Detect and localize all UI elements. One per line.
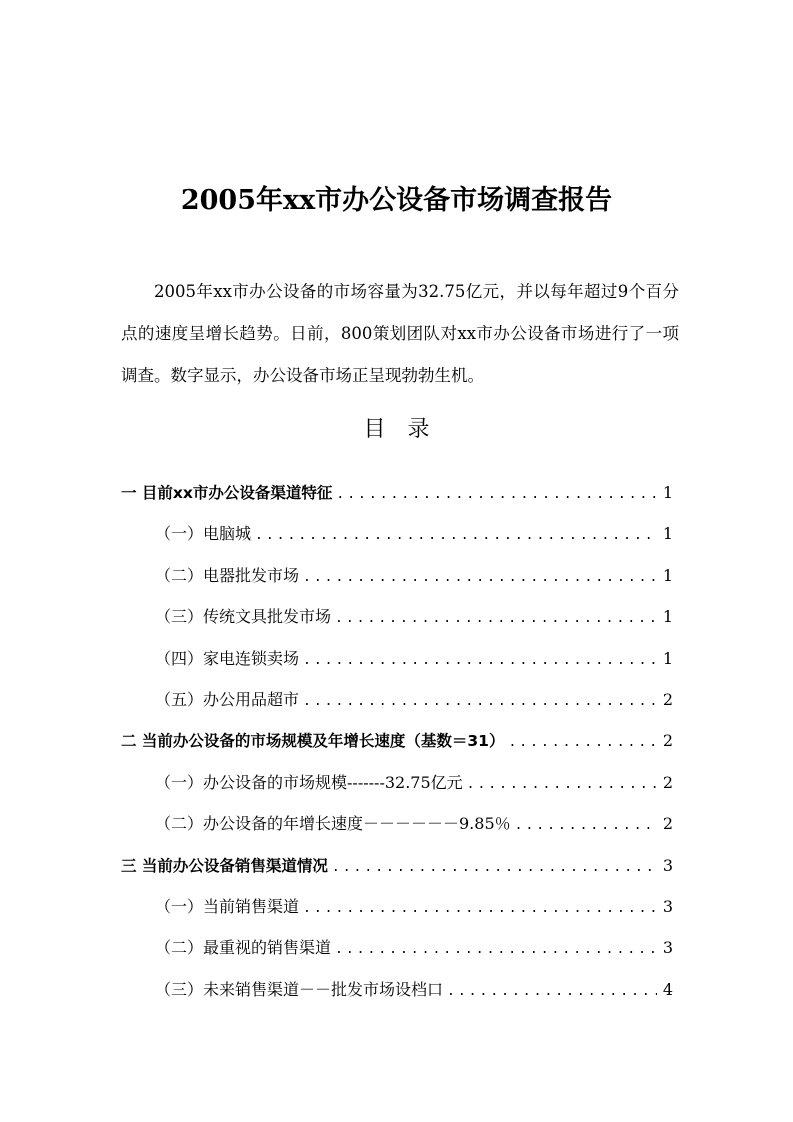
- toc-page-number: 1: [662, 524, 673, 544]
- toc-entry-text: （二）办公设备的年增长速度－－－－－－9.85％: [155, 814, 511, 834]
- toc-heading: 目 录: [363, 417, 430, 442]
- toc-leader-dots: [335, 929, 657, 970]
- toc-entry[interactable]: [121, 679, 673, 720]
- toc-page-number: 3: [662, 896, 673, 916]
- toc-page-number: 1: [662, 483, 673, 502]
- toc-page-number: 2: [662, 772, 673, 792]
- toc-entry-text: 一 目前xx市办公设备渠道特征: [121, 484, 333, 502]
- toc-leader-dots: [467, 764, 657, 805]
- toc-entry-text: （一）当前销售渠道: [155, 896, 300, 916]
- toc-entry-text: 二 当前办公设备的市场规模及年增长速度（基数＝31）: [121, 732, 505, 751]
- toc-entry[interactable]: [121, 555, 673, 596]
- toc-entry-text: （一）办公设备的市场规模-------32.75亿元: [155, 772, 463, 792]
- toc-entry[interactable]: [121, 720, 673, 761]
- toc-leader-dots: [303, 557, 657, 598]
- toc-entry[interactable]: [121, 762, 673, 803]
- toc-entry-text: （三）传统文具批发市场: [155, 607, 332, 627]
- toc-entry[interactable]: [121, 803, 673, 844]
- toc-entry-text: （二）电器批发市场: [155, 565, 300, 585]
- toc-entry[interactable]: [121, 513, 673, 554]
- toc-page-number: 2: [662, 689, 673, 709]
- toc-leader-dots: [303, 681, 657, 722]
- toc-entry-text: 三 当前办公设备销售渠道情况: [121, 856, 328, 875]
- toc-page-number: 2: [662, 814, 673, 834]
- toc-page-number: 4: [662, 979, 673, 999]
- toc-leader-dots: [335, 598, 657, 639]
- toc-entry[interactable]: [121, 886, 673, 927]
- table-of-contents: [121, 472, 673, 1010]
- toc-page-number: 1: [662, 607, 673, 627]
- toc-leader-dots: [515, 805, 657, 846]
- toc-page-number: 1: [662, 648, 673, 668]
- toc-entry[interactable]: [121, 638, 673, 679]
- toc-leader-dots: [303, 640, 657, 681]
- toc-entry-text: （二）最重视的销售渠道: [155, 938, 332, 958]
- toc-entry[interactable]: [121, 969, 673, 1010]
- toc-page-number: 1: [662, 565, 673, 585]
- toc-entry[interactable]: [121, 845, 673, 886]
- toc-entry[interactable]: [121, 927, 673, 968]
- toc-entry-text: （四）家电连锁卖场: [155, 648, 300, 668]
- toc-page-number: 3: [662, 938, 673, 958]
- toc-entry[interactable]: [121, 472, 673, 513]
- toc-leader-dots: [332, 847, 657, 888]
- toc-leader-dots: [255, 515, 657, 556]
- toc-page-number: 3: [662, 855, 673, 875]
- toc-leader-dots: [447, 971, 657, 1012]
- toc-entry[interactable]: [121, 596, 673, 637]
- toc-entry-text: （一）电脑城: [155, 524, 252, 544]
- toc-leader-dots: [336, 474, 656, 515]
- toc-entry-text: （三）未来销售渠道－－批发市场设档口: [155, 979, 444, 999]
- toc-leader-dots: [303, 888, 657, 929]
- document-title: 2005年xx市办公设备市场调查报告: [180, 185, 613, 217]
- toc-page-number: 2: [662, 731, 673, 751]
- intro-paragraph: 2005年xx市办公设备的市场容量为32.75亿元，并以每年超过9个百分点的速度呈增长趋势。日前，800策划团队对xx市办公设备市场进行了一项调查。数字显示，办公设备市场正呈现勃勃生机。: [121, 281, 679, 385]
- toc-entry-text: （五）办公用品超市: [155, 689, 300, 709]
- toc-leader-dots: [508, 722, 656, 763]
